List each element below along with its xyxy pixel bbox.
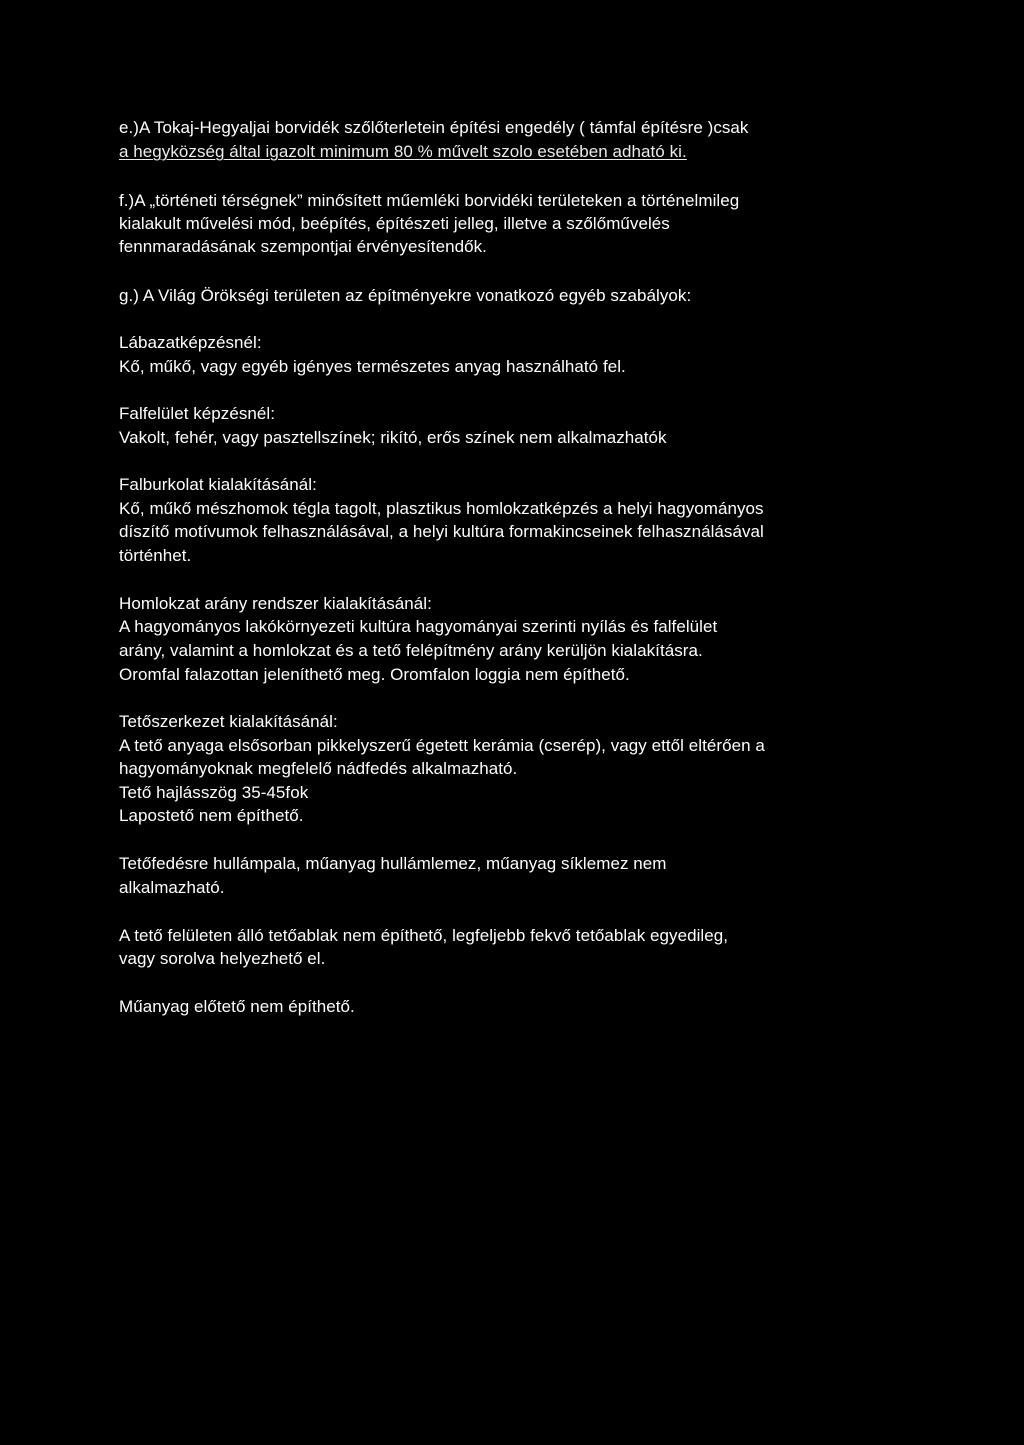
homlokzat-text-3: Oromfal falazottan jeleníthető meg. Oromfalon loggia nem építhető.: [119, 665, 630, 684]
section-e-line-2: a hegyközség által igazolt minimum 80 % művelt szolo esetében adható ki.: [119, 142, 687, 161]
falburkolat-text-2: díszítő motívumok felhasználásával, a helyi kultúra formakincseinek felhasználásával: [119, 522, 764, 541]
falfelulet-heading: Falfelület képzésnél:: [119, 404, 276, 423]
teto-heading: Tetőszerkezet kialakításánál:: [119, 712, 338, 731]
labazat-heading: Lábazatképzésnél:: [119, 333, 262, 352]
falburkolat-text-1: Kő, műkő mészhomok tégla tagolt, plasztikus homlokzatképzés a helyi hagyományos: [119, 499, 764, 518]
teto-text-1: A tető anyaga elsősorban pikkelyszerű égetett kerámia (cserép), vagy ettől eltérően a: [119, 736, 765, 755]
section-e-line-1: e.)A Tokaj-Hegyaljai borvidék szőlőterletein építési engedély ( támfal építésre )csak: [119, 118, 749, 137]
tetofedes-text-1: Tetőfedésre hullámpala, műanyag hullámlemez, műanyag síklemez nem: [119, 854, 667, 873]
falburkolat-heading: Falburkolat kialakításánál:: [119, 475, 317, 494]
tetoablak-text-2: vagy sorolva helyezhető el.: [119, 949, 326, 968]
tetofedes-text-2: alkalmazható.: [119, 878, 225, 897]
eloteto-text: Műanyag előtető nem építhető.: [119, 997, 355, 1016]
tetoablak-text-1: A tető felületen álló tetőablak nem építhető, legfeljebb fekvő tetőablak egyedileg,: [119, 926, 729, 945]
homlokzat-text-1: A hagyományos lakókörnyezeti kultúra hagyományai szerinti nyílás és falfelület: [119, 617, 718, 636]
section-f-line-2: kialakult művelési mód, beépítés, építészeti jelleg, illetve a szőlőművelés: [119, 214, 670, 233]
section-f-line-1: f.)A „történeti térségnek” minősített műemléki borvidéki területeken a történelmileg: [119, 191, 740, 210]
falburkolat-text-3: történhet.: [119, 546, 192, 565]
section-f-line-3: fennmaradásának szempontjai érvényesítendők.: [119, 237, 487, 256]
teto-text-4: Lapostető nem építhető.: [119, 806, 304, 825]
teto-text-2: hagyományoknak megfelelő nádfedés alkalmazható.: [119, 759, 518, 778]
homlokzat-heading: Homlokzat arány rendszer kialakításánál:: [119, 594, 432, 613]
labazat-text: Kő, műkő, vagy egyéb igényes természetes anyag használható fel.: [119, 357, 626, 376]
teto-text-3: Tető hajlásszög 35-45fok: [119, 783, 309, 802]
homlokzat-text-2: arány, valamint a homlokzat és a tető felépítmény arány kerüljön kialakításra.: [119, 641, 703, 660]
section-g-heading: g.) A Világ Örökségi területen az építményekre vonatkozó egyéb szabályok:: [119, 286, 692, 305]
falfelulet-text: Vakolt, fehér, vagy pasztellszínek; rikító, erős színek nem alkalmazhatók: [119, 428, 667, 447]
